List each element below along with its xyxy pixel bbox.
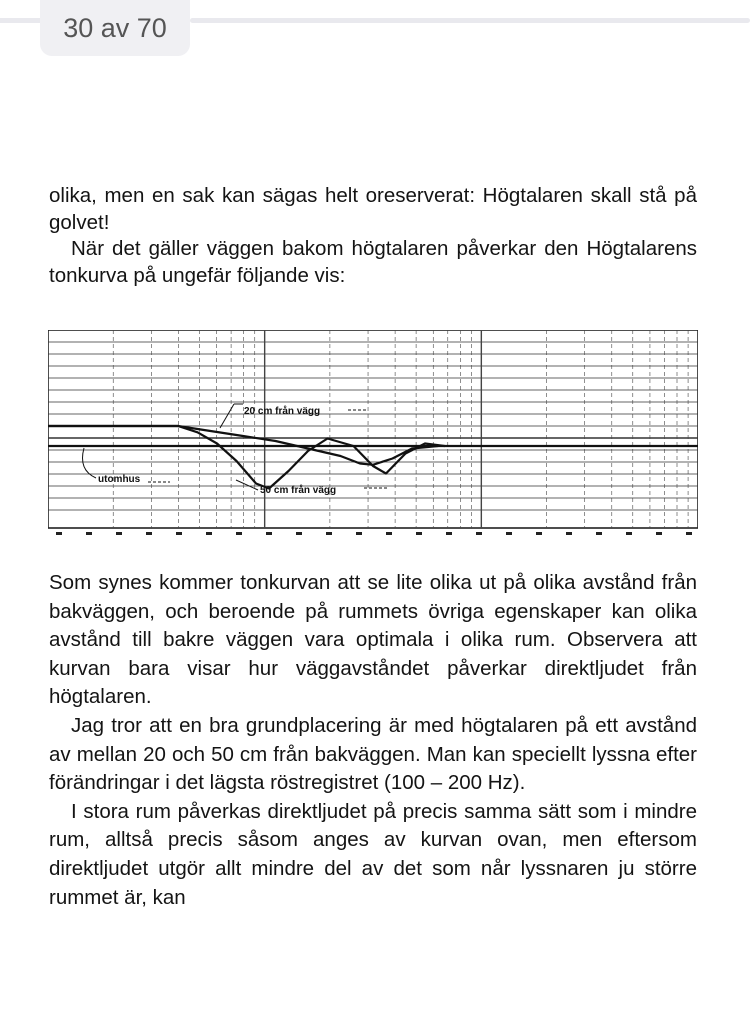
body-paragraph-2: Jag tror att en bra grundplacering är med högtalaren på ett avstånd av mellan 20 och 50 cm från bakväggen. Man kan speciellt lyssna efter förändringar i det lägsta röstregistret (100 – 200 Hz). — [49, 713, 697, 795]
body-paragraph-3: I stora rum påverkas direktljudet på precis samma sätt som i mindre rum, alltså precis såsom anges av kurvan ovan, men eftersom direktljudet utgör allt mindre del av det som når lyssnaren ju större rummet är, kan — [49, 799, 697, 909]
top-rule-left — [0, 18, 40, 23]
tick-mark — [296, 532, 302, 535]
page-counter — [40, 0, 190, 56]
tick-mark — [146, 532, 152, 535]
tick-mark — [116, 532, 122, 535]
annotation-label-50cm: 50 cm från vägg — [260, 485, 337, 496]
page-counter-label: 30 av 70 — [63, 12, 167, 43]
tick-mark — [356, 532, 362, 535]
tick-mark — [446, 532, 452, 535]
tick-mark — [476, 532, 482, 535]
tick-mark — [326, 532, 332, 535]
tick-mark — [206, 532, 212, 535]
tick-mark — [86, 532, 92, 535]
top-rule — [190, 18, 750, 23]
response-chart-svg — [48, 330, 698, 542]
intro-text — [49, 183, 697, 289]
body-text — [49, 569, 697, 912]
tick-mark — [506, 532, 512, 535]
annotation-label-20cm: 20 cm från vägg — [244, 406, 321, 417]
response-chart — [48, 330, 698, 542]
intro-paragraph-1: olika, men en sak kan sägas helt oreserverat: Högtalaren skall stå på golvet! — [49, 184, 697, 234]
tick-mark — [596, 532, 602, 535]
tick-mark — [56, 532, 62, 535]
tick-mark — [566, 532, 572, 535]
tick-mark — [626, 532, 632, 535]
body-paragraph-1: Som synes kommer tonkurvan att se lite olika ut på olika avstånd från bakväggen, och beroende på rummets övriga egenskaper kan olika avstånd till bakre väggen vara optimala i olika rum. Observera att kurvan bara visar hur väggavståndet påverkar direktljudet från högtalaren. — [49, 571, 697, 709]
tick-mark — [176, 532, 182, 535]
tick-mark — [536, 532, 542, 535]
tick-mark — [686, 532, 692, 535]
tick-mark — [656, 532, 662, 535]
annotation-label-utomhus: utomhus — [98, 474, 141, 485]
chart-ticks — [56, 532, 692, 535]
tick-mark — [386, 532, 392, 535]
tick-mark — [266, 532, 272, 535]
tick-mark — [416, 532, 422, 535]
tick-mark — [236, 532, 242, 535]
intro-paragraph-2: När det gäller väggen bakom högtalaren påverkar den Högtalarens tonkurva på ungefär följande vis: — [49, 237, 697, 287]
